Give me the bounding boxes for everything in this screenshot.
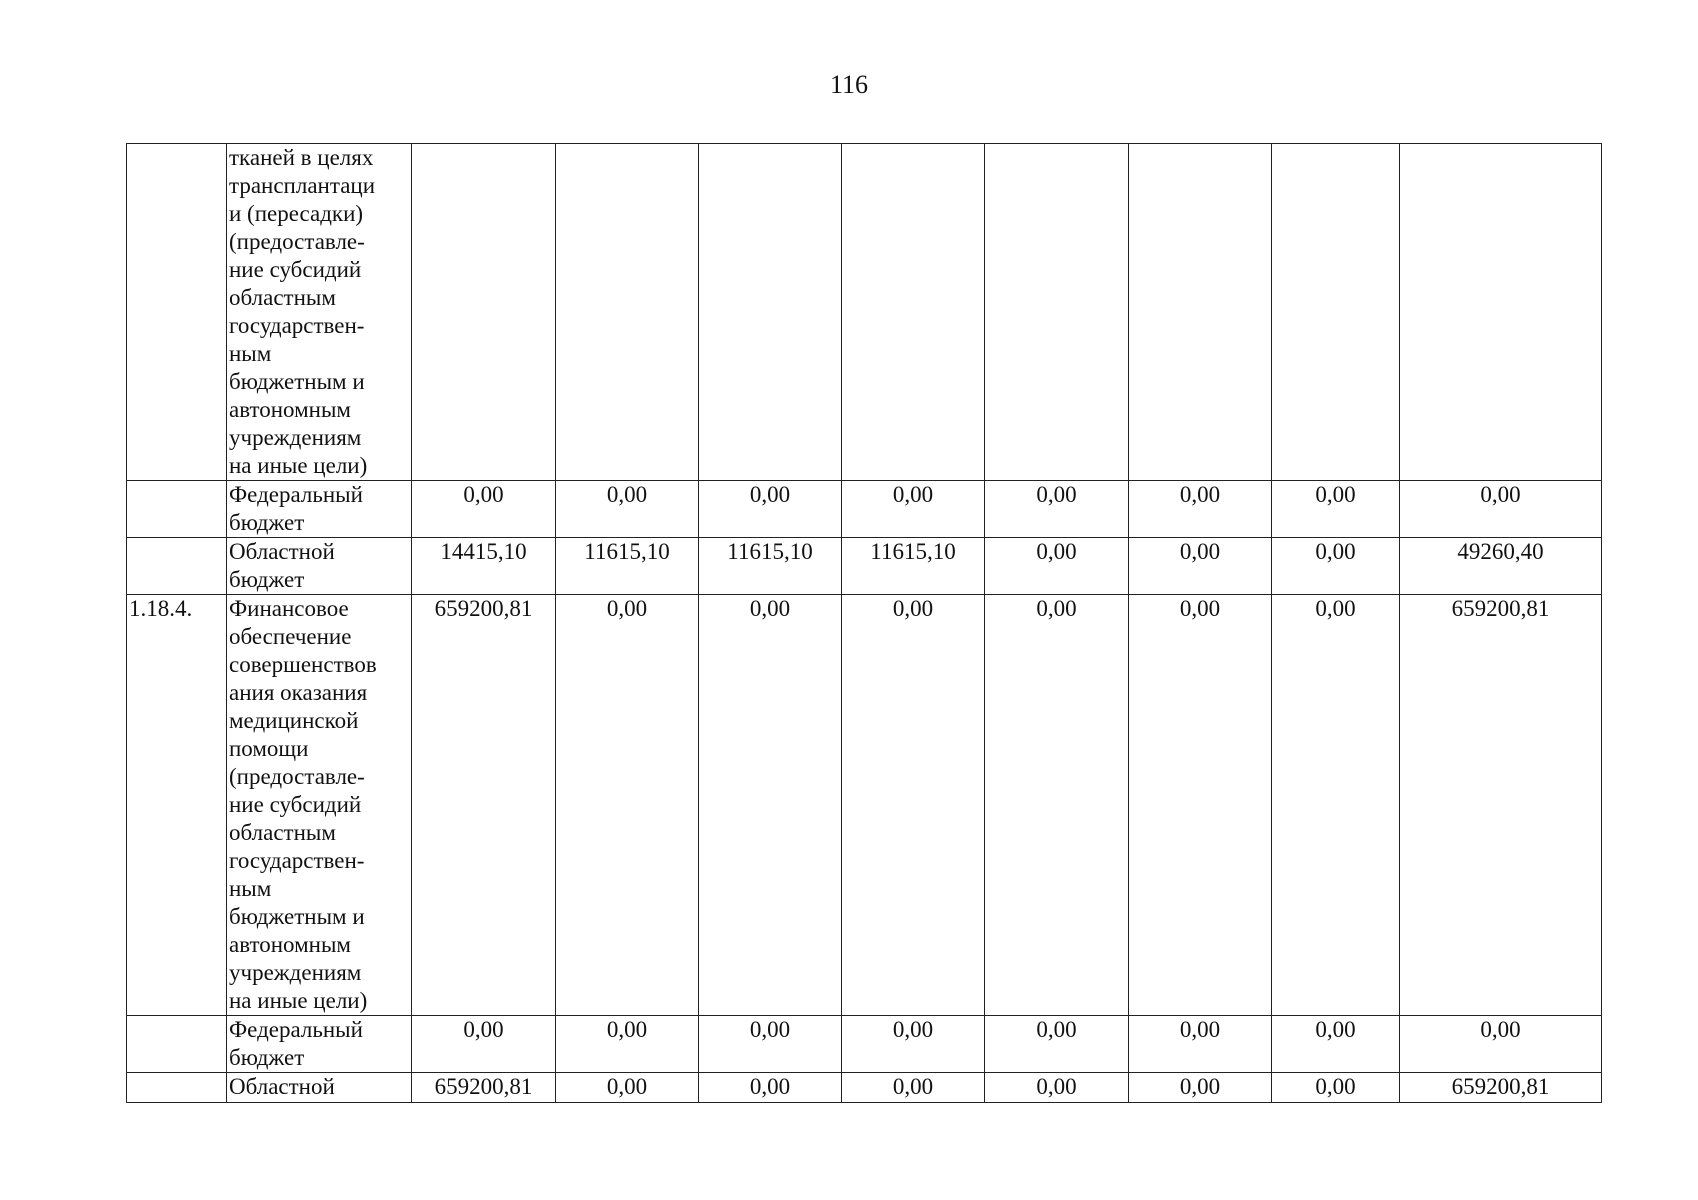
row-number [127, 1016, 227, 1073]
value-cell: 0,00 [412, 481, 556, 538]
table-row [127, 1016, 1602, 1073]
value-cell: 0,00 [699, 595, 842, 1016]
value-cell: 0,00 [556, 481, 699, 538]
value-cell [1272, 144, 1400, 481]
table-row [127, 481, 1602, 538]
value-cell: 0,00 [985, 481, 1129, 538]
value-cell: 659200,81 [412, 595, 556, 1016]
value-cell: 0,00 [699, 481, 842, 538]
value-cell: 0,00 [985, 1016, 1129, 1073]
value-cell: 0,00 [412, 1016, 556, 1073]
value-cell: 0,00 [1272, 1016, 1400, 1073]
value-cell: 0,00 [556, 1016, 699, 1073]
table-row [127, 1073, 1602, 1103]
value-cell: 11615,10 [842, 538, 985, 595]
row-name: Федеральный бюджет [227, 1016, 412, 1073]
value-cell: 0,00 [1129, 1016, 1272, 1073]
total-cell: 659200,81 [1400, 1073, 1602, 1103]
value-cell: 14415,10 [412, 538, 556, 595]
table-row [127, 144, 1602, 481]
value-cell: 0,00 [842, 1073, 985, 1103]
value-cell: 0,00 [985, 595, 1129, 1016]
table-row [127, 595, 1602, 1016]
total-cell: 0,00 [1400, 1016, 1602, 1073]
value-cell [699, 144, 842, 481]
value-cell: 0,00 [1272, 538, 1400, 595]
value-cell: 0,00 [556, 595, 699, 1016]
row-name: Федеральный бюджет [227, 481, 412, 538]
value-cell: 0,00 [1272, 1073, 1400, 1103]
row-name: Областной бюджет [227, 538, 412, 595]
value-cell: 0,00 [985, 1073, 1129, 1103]
budget-table [126, 143, 1602, 1103]
value-cell: 0,00 [1129, 1073, 1272, 1103]
row-number [127, 538, 227, 595]
value-cell: 0,00 [1272, 595, 1400, 1016]
row-name: тканей в целях трансплантаци и (пересадки) (предоставле- ние субсидий областным государствен- ным бюджетным и автономным учреждениям на иные цели) [227, 144, 412, 481]
value-cell: 0,00 [699, 1016, 842, 1073]
value-cell: 0,00 [1129, 538, 1272, 595]
row-number [127, 481, 227, 538]
total-cell: 49260,40 [1400, 538, 1602, 595]
value-cell [842, 144, 985, 481]
value-cell: 0,00 [556, 1073, 699, 1103]
total-cell: 659200,81 [1400, 595, 1602, 1016]
value-cell: 11615,10 [556, 538, 699, 595]
value-cell [556, 144, 699, 481]
row-number [127, 144, 227, 481]
value-cell: 0,00 [699, 1073, 842, 1103]
value-cell: 11615,10 [699, 538, 842, 595]
row-name: Областной [227, 1073, 412, 1103]
value-cell [412, 144, 556, 481]
value-cell: 0,00 [842, 481, 985, 538]
value-cell: 0,00 [1129, 481, 1272, 538]
row-number [127, 1073, 227, 1103]
value-cell: 659200,81 [412, 1073, 556, 1103]
row-name: Финансовое обеспечение совершенствов ания оказания медицинской помощи (предоставле- ние субсидий областным государствен- ным бюджетным и автономным учреждениям на иные цели) [227, 595, 412, 1016]
value-cell: 0,00 [842, 595, 985, 1016]
page-number: 116 [829, 70, 869, 99]
total-cell [1400, 144, 1602, 481]
value-cell: 0,00 [842, 1016, 985, 1073]
value-cell: 0,00 [1272, 481, 1400, 538]
table-row [127, 538, 1602, 595]
value-cell: 0,00 [985, 538, 1129, 595]
value-cell [985, 144, 1129, 481]
value-cell: 0,00 [1129, 595, 1272, 1016]
total-cell: 0,00 [1400, 481, 1602, 538]
row-number: 1.18.4. [127, 595, 227, 1016]
value-cell [1129, 144, 1272, 481]
